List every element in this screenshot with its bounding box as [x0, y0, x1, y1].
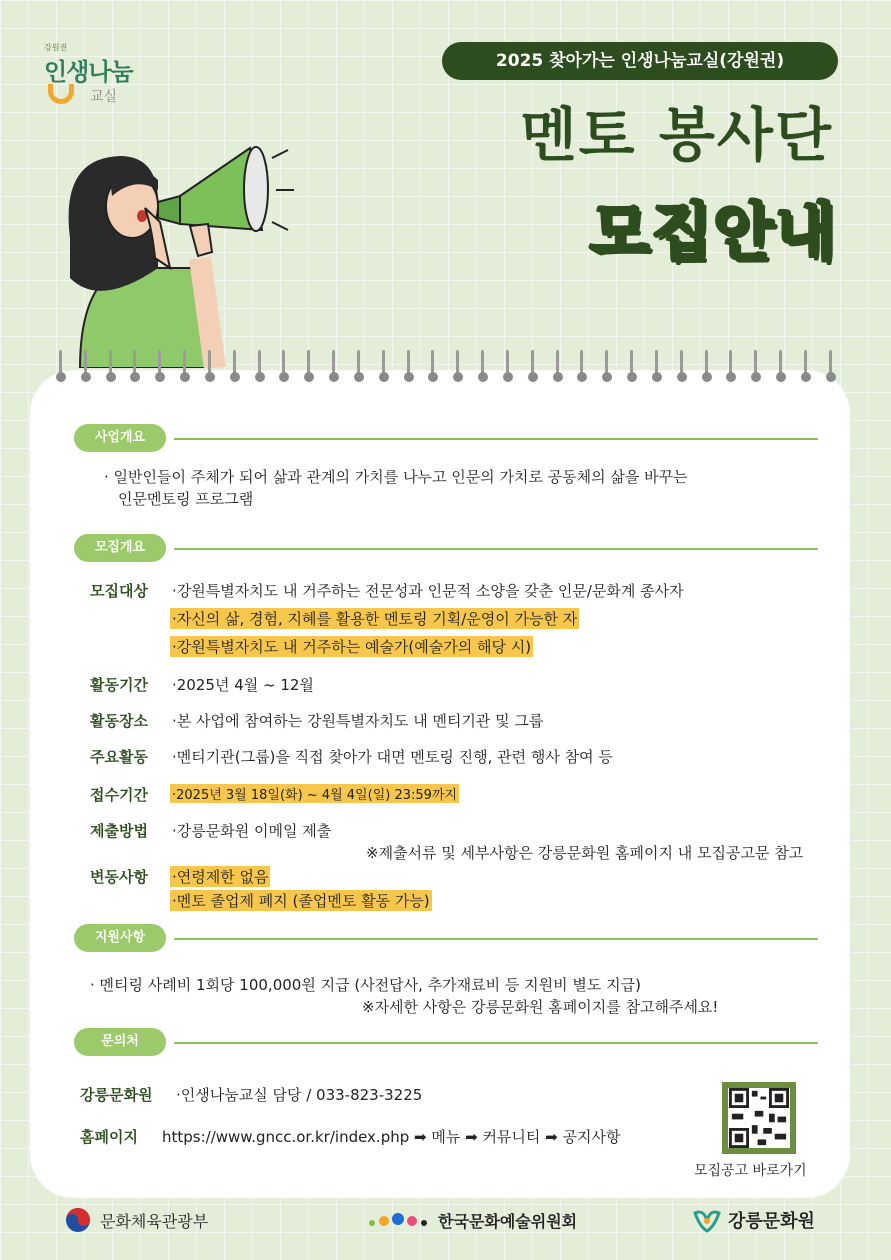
gangneung-logo-icon [692, 1207, 722, 1233]
logo-sub: 교실 [90, 89, 118, 105]
place-label: 활동장소 [90, 712, 148, 730]
section-divider [174, 438, 818, 440]
ring-icon [205, 350, 215, 386]
qr-code[interactable] [722, 1082, 796, 1154]
center-name: 강릉문화원 [728, 1211, 815, 1232]
ring-icon [726, 350, 736, 386]
target-text-1: ·강원특별자치도 내 거주하는 전문성과 인문적 소양을 갖춘 인문/문화계 종사자 [172, 582, 684, 600]
section-divider [174, 938, 818, 940]
ring-icon [627, 350, 637, 386]
ring-icon [652, 350, 662, 386]
ring-icon [453, 350, 463, 386]
ring-icon [776, 350, 786, 386]
section-label-recruit: 모집개요 [74, 534, 166, 562]
section-divider [174, 1042, 818, 1044]
contact-org-label: 강릉문화원 [80, 1086, 153, 1104]
section-label-overview: 사업개요 [74, 424, 166, 452]
qr-code-icon [728, 1088, 790, 1148]
ring-icon [155, 350, 165, 386]
method-text: ·강릉문화원 이메일 제출 [172, 822, 332, 840]
support-text-line1: · 멘티링 사례비 1회당 100,000원 지급 (사전답사, 추가재료비 등 지원비 별도 지급) [90, 976, 641, 994]
contact-org-text: ·인생나눔교실 담당 / 033-823-3225 [176, 1086, 423, 1104]
activity-label: 주요활동 [90, 748, 148, 766]
qr-caption: 모집공고 바로가기 [694, 1163, 807, 1179]
ring-icon [130, 350, 140, 386]
program-logo [40, 40, 140, 112]
ring-icon [329, 350, 339, 386]
period-label: 활동기간 [90, 676, 148, 694]
ring-icon [577, 350, 587, 386]
ring-icon [751, 350, 761, 386]
ring-icon [503, 350, 513, 386]
homepage-label: 홈페이지 [80, 1128, 138, 1146]
ring-icon [180, 350, 190, 386]
page-title-line2: 모집안내 [589, 195, 837, 268]
ministry-name: 문화체육관광부 [100, 1211, 209, 1231]
council-name: 한국문화예술위원회 [438, 1211, 578, 1231]
ring-icon [81, 350, 91, 386]
target-label: 모집대상 [90, 582, 148, 600]
footer-council [366, 1200, 577, 1240]
ring-icon [801, 350, 811, 386]
overview-text-line1: · 일반인들이 주체가 되어 삶과 관계의 가치를 나누고 인문의 가치로 공동체의 삶을 바꾸는 [104, 468, 688, 486]
ring-icon [702, 350, 712, 386]
ring-icon [379, 350, 389, 386]
spiral-binding [56, 350, 836, 386]
logo-title: 인생나눔 [44, 58, 133, 86]
target-text-3: ·강원특별자치도 내 거주하는 예술가(예술가의 해당 시) [172, 638, 532, 656]
method-label: 제출방법 [90, 822, 148, 840]
ring-icon [602, 350, 612, 386]
homepage-link[interactable]: https://www.gncc.or.kr/index.php ➡ 메뉴 ➡ 커뮤니티 ➡ 공지사항 [162, 1128, 621, 1146]
header-pill: 2025 찾아가는 인생나눔교실(강원권) [442, 42, 838, 80]
logo-mark-icon [48, 84, 74, 104]
activity-text: ·멘티기관(그룹)을 직접 찾아가 대면 멘토링 진행, 관련 행사 참여 등 [172, 748, 613, 766]
section-divider [174, 548, 818, 550]
ring-icon [826, 350, 836, 386]
footer-ministry [64, 1200, 208, 1240]
apply-text: ·2025년 3월 18일(화) ~ 4월 4일(일) 23:59까지 [170, 784, 459, 803]
ring-icon [304, 350, 314, 386]
logo-region: 강원권 [44, 43, 68, 52]
overview-text-line2: 인문멘토링 프로그램 [118, 490, 254, 508]
taegeuk-icon [64, 1206, 92, 1234]
section-label-support: 지원사항 [74, 924, 166, 952]
apply-label: 접수기간 [90, 786, 148, 804]
change-label: 변동사항 [90, 868, 148, 886]
ring-icon [428, 350, 438, 386]
place-text: ·본 사업에 참여하는 강원특별자치도 내 멘티기관 및 그룹 [172, 712, 544, 730]
section-label-contact: 문의처 [74, 1028, 166, 1056]
change-text-1: ·연령제한 없음 [172, 868, 269, 886]
method-note: ※제출서류 및 세부사항은 강릉문화원 홈페이지 내 모집공고문 참고 [366, 844, 804, 862]
target-text-2: ·자신의 삶, 경험, 지혜를 활용한 멘토링 기획/운영이 가능한 자 [172, 610, 578, 628]
ring-icon [255, 350, 265, 386]
ring-icon [230, 350, 240, 386]
council-logo-icon [366, 1210, 432, 1230]
ring-icon [354, 350, 364, 386]
megaphone-woman-illustration [40, 118, 300, 368]
ring-icon [677, 350, 687, 386]
footer-center [692, 1200, 815, 1240]
ring-icon [106, 350, 116, 386]
ring-icon [478, 350, 488, 386]
page-title-line1: 멘토 봉사단 [520, 101, 833, 169]
ring-icon [404, 350, 414, 386]
ring-icon [528, 350, 538, 386]
ring-icon [279, 350, 289, 386]
support-text-line2: ※자세한 사항은 강릉문화원 홈페이지를 참고해주세요! [362, 998, 719, 1016]
ring-icon [56, 350, 66, 386]
ring-icon [553, 350, 563, 386]
period-text: ·2025년 4월 ~ 12월 [172, 676, 314, 694]
change-text-2: ·멘토 졸업제 폐지 (졸업멘토 활동 가능) [172, 892, 430, 910]
